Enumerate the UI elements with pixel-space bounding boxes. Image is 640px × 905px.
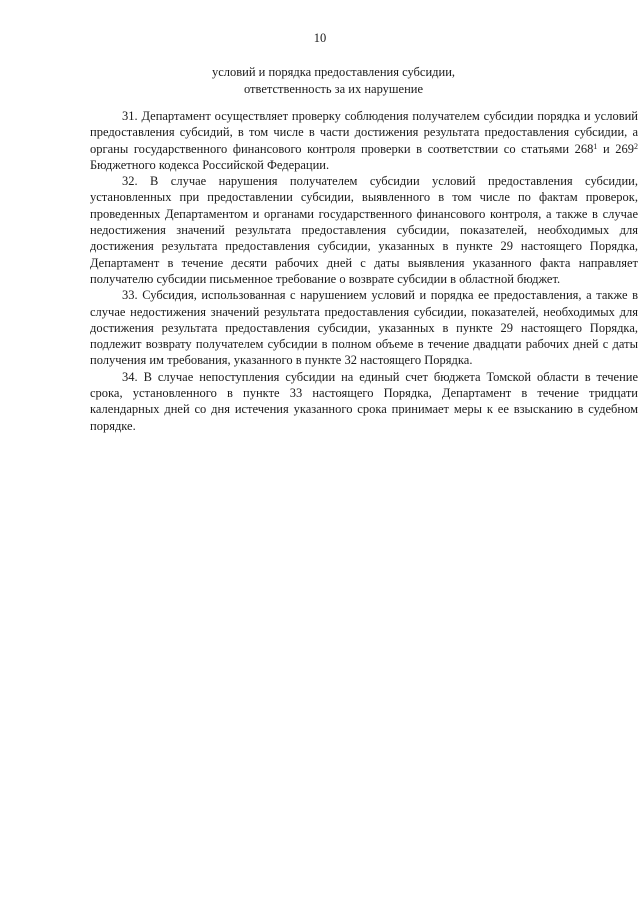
page-number: 10 xyxy=(313,31,327,45)
heading-line-2: ответственность за их нарушение xyxy=(243,82,424,96)
paragraph-32: 32. В случае нарушения получателем субсидии условий предоставления субсидии, установленных при предоставлении субсидии, выявленного в том числе по фактам проверок, проведенных Департаментом и органами государственного финансового контроля, а также в случае недостижения значений результата предоставления субсидии, показателей, необходимых для достижения результата предоставления субсидии, указанных в пункте 29 настоящего Порядка, Департамент в течение десяти рабочих дней с даты выявления указанного факта направляет получателю субсидии письменное требование о возврате субсидии в областной бюджет. xyxy=(90,174,638,286)
superscript-2: 2 xyxy=(634,141,638,151)
heading-line-1: условий и порядка предоставления субсидии, xyxy=(211,65,456,79)
paragraph-31-text-middle: и 269 xyxy=(597,141,634,156)
paragraph-31-text-before: 31. Департамент осуществляет проверку соблюдения получателем субсидии порядка и условий предоставления субсидий, в том числе в части достижения результата предоставления субсидии, а органы государственного финансового контроля проверки в соответствии со статьями 268 xyxy=(90,109,638,156)
paragraph-31-text-after: Бюджетного кодекса Российской Федерации. xyxy=(90,157,330,172)
paragraph-31 xyxy=(90,108,638,173)
document-body xyxy=(90,108,638,434)
paragraph-34: 34. В случае непоступления субсидии на единый счет бюджета Томской области в течение срока, установленного в пункте 33 настоящего Порядка, Департамент в течение тридцати календарных дней со дня истечения указанного срока принимает меры к ее взысканию в судебном порядке. xyxy=(90,369,638,433)
section-heading xyxy=(90,64,577,98)
superscript-1: 1 xyxy=(593,141,598,151)
paragraph-33: 33. Субсидия, использованная с нарушением условий и порядка ее предоставления, а также в случае недостижения значений результата предоставления субсидии, показателей, необходимых для достижения результата предоставления субсидии, указанных в пункте 29 настоящего Порядка, подлежит возврату получателем субсидии в полном объеме в течение двадцати рабочих дней с даты получения им требования, указанного в пункте 32 настоящего Порядка. xyxy=(90,288,638,368)
